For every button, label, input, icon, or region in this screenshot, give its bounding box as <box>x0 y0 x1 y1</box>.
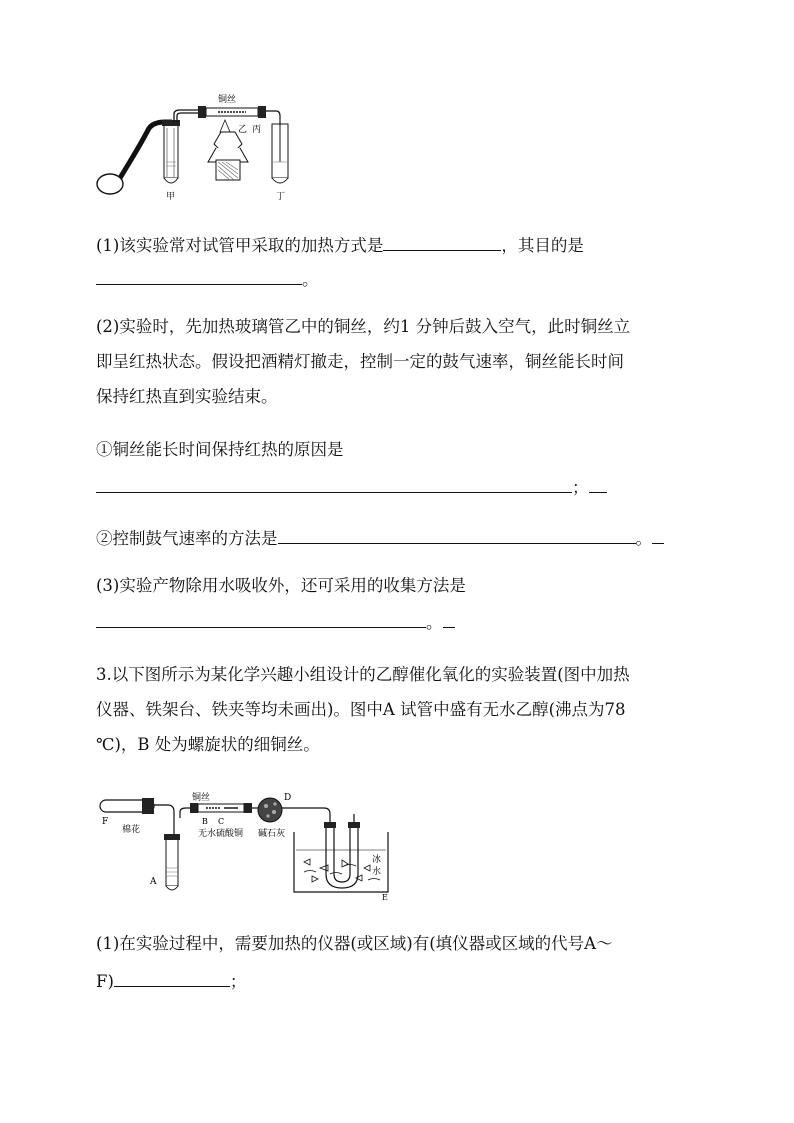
q2-sub-question-1: ①铜丝能长时间保持红热的原因是 <box>96 440 344 459</box>
label-D: D <box>284 793 292 803</box>
q2-sub2-end: 。 <box>635 529 652 548</box>
q1-end: 。 <box>302 270 319 289</box>
answer-blank-collection[interactable] <box>96 609 426 628</box>
q2-sub1-end: ； <box>572 478 589 497</box>
label-wushui: 无水硫酸铜 <box>198 829 244 839</box>
label-B: B <box>202 817 208 826</box>
label-E: E <box>382 893 388 900</box>
blank-tail <box>589 474 607 493</box>
blank-tail-3 <box>443 609 455 628</box>
test-tube-ding <box>272 122 288 183</box>
answer-blank-rate-control[interactable] <box>278 525 636 544</box>
q1-mid: ，其目的是 <box>501 236 584 255</box>
label-bing: 丙 <box>252 125 262 135</box>
answer-blank-purpose[interactable] <box>96 266 302 285</box>
q2-sub2-text: ②控制鼓气速率的方法是 <box>96 529 278 548</box>
glass-tube-BC <box>190 803 252 813</box>
glass-tube-yi <box>198 106 266 118</box>
p3q1-prefix: F) <box>96 972 114 991</box>
label-tongsi-2: 铜丝 <box>192 793 211 803</box>
q1-prefix: (1)该实验常对试管甲采取的加热方式是 <box>96 236 384 255</box>
p3q1-end: ； <box>229 972 247 991</box>
problem-3-line-1: 3.以下图所示为某化学兴趣小组设计的乙醇催化氧化的实验装置(图中加热 <box>96 665 630 684</box>
blank-tail-2 <box>652 525 664 544</box>
label-yi: 乙 <box>238 125 248 135</box>
apparatus-diagram-1 <box>90 92 310 207</box>
label-bing-ice: 冰 <box>372 855 382 865</box>
label-jia: 甲 <box>166 192 176 202</box>
q3-end: 。 <box>426 613 443 632</box>
label-jianshihui: 碱石灰 <box>258 829 286 839</box>
label-F: F <box>102 817 109 827</box>
q3-answer-line <box>96 609 455 635</box>
drying-bulb-D <box>258 798 282 822</box>
q2-sub-1-answer-line <box>96 474 607 500</box>
drying-tube-F <box>100 798 168 814</box>
label-C: C <box>218 817 225 826</box>
answer-blank-heating-method[interactable] <box>383 232 501 251</box>
answer-blank-heated-regions[interactable] <box>114 968 230 987</box>
problem-3-line-2: 仪器、铁架台、铁夹等均未画出)。图中A 试管中盛有无水乙醇(沸点为78 <box>96 700 626 719</box>
q2-intro-line-3: 保持红热直到实验结束。 <box>96 387 278 406</box>
q2-intro-line-2: 即呈红热状态。假设把酒精灯撤走，控制一定的鼓气速率，铜丝能长时间 <box>96 352 624 371</box>
apparatus-diagram-2 <box>98 788 398 900</box>
label-mianhua: 棉花 <box>122 825 141 835</box>
label-shui-water: 水 <box>372 867 382 877</box>
problem-3-q1-line-2 <box>96 968 246 994</box>
question-1-line-2 <box>96 266 319 292</box>
problem-3-line-3: ℃)，B 处为螺旋状的细铜丝。 <box>96 735 320 754</box>
label-ding: 丁 <box>276 192 286 202</box>
q2-sub-question-2 <box>96 525 664 551</box>
q3-text: (3)实验产物除用水吸收外，还可采用的收集方法是 <box>96 576 466 595</box>
answer-blank-reason[interactable] <box>96 474 572 493</box>
question-1-line <box>96 232 584 258</box>
label-tongsi: 铜丝 <box>218 95 237 105</box>
q2-intro-line-1: (2)实验时，先加热玻璃管乙中的铜丝，约1 分钟后鼓入空气，此时铜丝立 <box>96 317 631 336</box>
problem-3-q1-line-1: (1)在实验过程中，需要加热的仪器(或区域)有(填仪器或区域的代号A～ <box>96 934 613 953</box>
u-tube-E <box>324 814 360 888</box>
test-tube-jia <box>162 120 180 183</box>
test-tube-A <box>164 834 180 890</box>
label-A: A <box>150 877 157 887</box>
